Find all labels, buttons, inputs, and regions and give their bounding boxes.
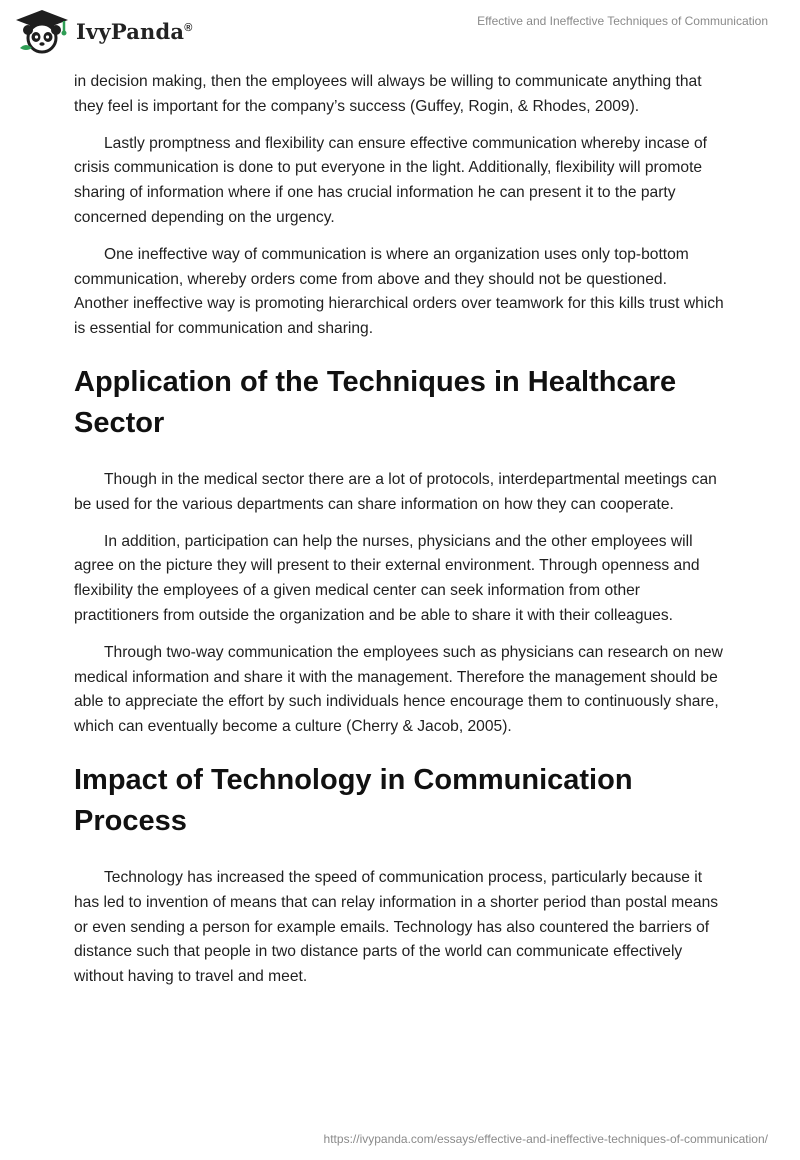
ivypanda-logo[interactable] bbox=[14, 8, 193, 54]
paragraph: Through two-way communication the employees such as physicians can research on new medical information and share it with the management. Therefore the management should be able to appreciate the effort by such individuals hence encourage them to continuously share, which can eventually become a culture (Cherry & Jacob, 2005). bbox=[74, 643, 723, 736]
document-title: Effective and Ineffective Techniques of Communication bbox=[477, 14, 768, 28]
paragraph: In addition, participation can help the nurses, physicians and the other employees will agree on the picture they will present to their external environment. Through openness and flexibility the employees of a given medical center can seek information from other practitioners from outside the organization and be able to share it with their colleagues. bbox=[74, 532, 700, 624]
registered-mark: ® bbox=[184, 21, 193, 34]
section-heading-technology: Impact of Technology in Communication Process bbox=[74, 763, 633, 837]
logo-name: IvyPanda bbox=[76, 18, 185, 44]
paragraph: Lastly promptness and flexibility can ensure effective communication whereby incase of crisis communication is done to put everyone in the light. Additionally, flexibility will promote sharing of information where if one has crucial information he can present it to the party concerned depending on the urgency. bbox=[74, 134, 707, 226]
paragraph: Technology has increased the speed of communication process, particularly because it has led to invention of means that can relay information in a shorter period than postal means or even sending a person for example emails. Technology has also countered the barriers of distance such that people in two distance parts of the world can communicate effectively without having to travel and meet. bbox=[74, 868, 719, 986]
panda-graduate-icon bbox=[14, 8, 70, 54]
paragraph: One ineffective way of communication is where an organization uses only top-bottom communication, whereby orders come from above and they should not be questioned. Another ineffective way is promoting hierarchical orders over teamwork for this kills trust which is essential for communication and sharing. bbox=[74, 245, 724, 338]
page-header bbox=[0, 0, 800, 66]
section-heading-healthcare: Application of the Techniques in Healthcare Sector bbox=[74, 365, 677, 439]
source-url[interactable]: https://ivypanda.com/essays/effective-and-ineffective-techniques-of-communication/ bbox=[323, 1132, 768, 1146]
paragraph: Though in the medical sector there are a lot of protocols, interdepartmental meetings can be used for the various departments can share information on how they can cooperate. bbox=[74, 470, 717, 513]
logo-wordmark bbox=[76, 19, 193, 44]
paragraph: in decision making, then the employees will always be willing to communicate anything that they feel is important for the company’s success (Guffey, Rogin, & Rhodes, 2009). bbox=[74, 73, 702, 115]
essay-content bbox=[74, 70, 724, 1002]
